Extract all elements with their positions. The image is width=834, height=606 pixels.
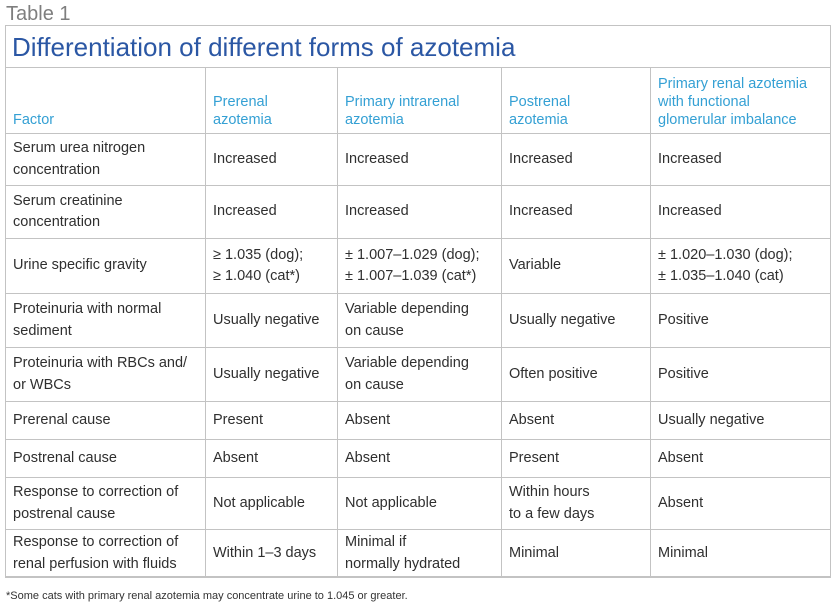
table-cell	[206, 134, 337, 185]
table-cell	[338, 134, 501, 185]
table-cell	[651, 294, 831, 347]
header-factor	[6, 67, 205, 133]
table-cell	[502, 440, 650, 477]
table-cell	[651, 348, 831, 401]
header-column-2	[338, 67, 501, 133]
cell-text: Increased	[509, 203, 573, 220]
cell-text: Variable depending on cause	[345, 355, 469, 393]
table-cell	[338, 478, 501, 529]
cell-text: ± 1.020–1.030 (dog); ± 1.035–1.040 (cat)	[658, 246, 793, 284]
table-cell	[338, 530, 501, 577]
row-factor-cell	[6, 239, 205, 293]
header-label: Prerenal azotemia	[213, 94, 272, 128]
header-column-1	[206, 67, 337, 133]
cell-text: Absent	[658, 494, 704, 511]
cell-text: Minimal	[509, 544, 559, 561]
cell-text: Response to correction of renal perfusion with fluids	[13, 534, 179, 572]
cell-text: Absent	[213, 449, 259, 466]
table-cell	[206, 440, 337, 477]
table-cell	[502, 348, 650, 401]
row-factor-cell	[6, 478, 205, 529]
cell-text: Proteinuria with RBCs and/ or WBCs	[13, 355, 188, 393]
cell-text: Postrenal cause	[13, 449, 117, 466]
table-cell	[651, 530, 831, 577]
row-factor-cell	[6, 294, 205, 347]
table-cell	[651, 478, 831, 529]
cell-text: Minimal if normally hydrated	[345, 534, 461, 572]
cell-text: Increased	[213, 150, 277, 167]
cell-text: Absent	[345, 449, 391, 466]
cell-text: Absent	[509, 411, 555, 428]
cell-text: Within 1–3 days	[213, 544, 317, 561]
cell-text: Present	[213, 411, 263, 428]
cell-text: Variable	[509, 257, 562, 274]
table-cell	[651, 402, 831, 439]
table-cell	[206, 402, 337, 439]
cell-text: Serum creatinine concentration	[13, 192, 123, 230]
row-factor-cell	[6, 134, 205, 185]
cell-text: Increased	[345, 203, 409, 220]
table-label: Table 1	[6, 3, 71, 25]
table-cell	[206, 294, 337, 347]
table-cell	[206, 530, 337, 577]
cell-text: Proteinuria with normal sediment	[13, 301, 162, 339]
table-cell	[206, 239, 337, 293]
cell-text: Within hours to a few days	[509, 484, 595, 522]
cell-text: Serum urea nitrogen concentration	[13, 140, 146, 178]
cell-text: Usually negative	[213, 365, 320, 382]
row-factor-cell	[6, 440, 205, 477]
table-cell	[651, 186, 831, 238]
table-cell	[338, 402, 501, 439]
cell-text: Variable depending on cause	[345, 301, 469, 339]
header-label: Primary renal azotemia with functional glomerular imbalance	[658, 76, 808, 128]
table-title: Differentiation of different forms of azotemia	[12, 32, 516, 62]
row-divider	[5, 577, 831, 578]
cell-text: Usually negative	[213, 311, 320, 328]
header-column-4	[651, 67, 831, 133]
row-factor-cell	[6, 402, 205, 439]
table-cell	[502, 402, 650, 439]
cell-text: ± 1.007–1.029 (dog); ± 1.007–1.039 (cat*)	[345, 246, 480, 284]
cell-text: Positive	[658, 311, 709, 328]
table-cell	[651, 134, 831, 185]
row-factor-cell	[6, 530, 205, 577]
cell-text: Usually negative	[509, 311, 616, 328]
cell-text: Not applicable	[345, 494, 437, 511]
table-cell	[206, 186, 337, 238]
table-cell	[206, 478, 337, 529]
cell-text: Absent	[658, 449, 704, 466]
cell-text: Minimal	[658, 544, 708, 561]
table-cell	[338, 440, 501, 477]
cell-text: Increased	[213, 203, 277, 220]
header-label: Primary intrarenal azotemia	[345, 94, 460, 128]
cell-text: Response to correction of postrenal cause	[13, 484, 179, 522]
table-cell	[502, 294, 650, 347]
table-cell	[502, 186, 650, 238]
cell-text: Often positive	[509, 365, 598, 382]
table-cell	[502, 134, 650, 185]
table-cell	[502, 478, 650, 529]
cell-text: Increased	[509, 150, 573, 167]
header-column-3	[502, 67, 650, 133]
footnote: *Some cats with primary renal azotemia may concentrate urine to 1.045 or greater.	[6, 590, 408, 602]
table-cell	[651, 440, 831, 477]
table-cell	[338, 186, 501, 238]
cell-text: Increased	[658, 203, 722, 220]
table-cell	[338, 294, 501, 347]
cell-text: Absent	[345, 411, 391, 428]
table-cell	[502, 530, 650, 577]
table-cell	[502, 239, 650, 293]
cell-text: Increased	[345, 150, 409, 167]
cell-text: Present	[509, 449, 559, 466]
cell-text: ≥ 1.035 (dog); ≥ 1.040 (cat*)	[213, 246, 304, 284]
cell-text: Urine specific gravity	[13, 257, 147, 274]
row-factor-cell	[6, 186, 205, 238]
cell-text: Prerenal cause	[13, 411, 111, 428]
table-cell	[338, 239, 501, 293]
table-cell	[651, 239, 831, 293]
table-cell	[206, 348, 337, 401]
header-label: Factor	[13, 112, 55, 128]
header-label: Postrenal azotemia	[509, 94, 571, 128]
table-cell	[338, 348, 501, 401]
cell-text: Increased	[658, 150, 722, 167]
row-factor-cell	[6, 348, 205, 401]
cell-text: Not applicable	[213, 494, 305, 511]
cell-text: Positive	[658, 365, 709, 382]
cell-text: Usually negative	[658, 411, 765, 428]
